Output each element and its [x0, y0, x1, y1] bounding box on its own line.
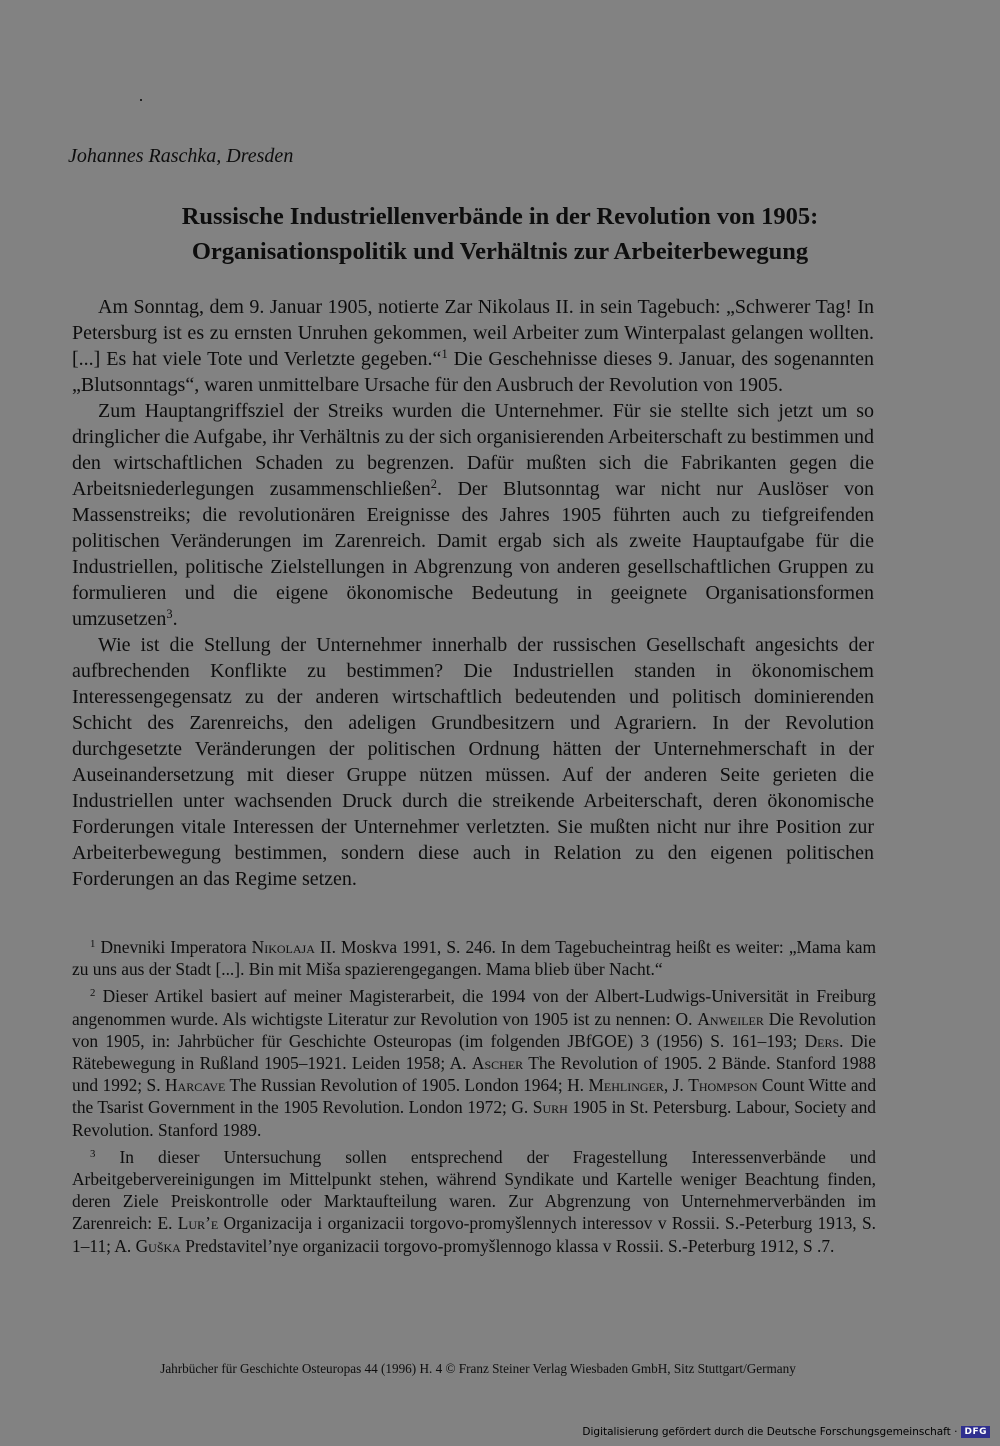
footnote-ref-1: 1 [441, 347, 448, 362]
scan-speck [140, 99, 142, 101]
author-line: Johannes Raschka, Dresden [68, 145, 294, 167]
footnote-2-name: Harcave [164, 1075, 226, 1096]
footnote-3-name: Lur’e [177, 1213, 219, 1234]
paragraph-2-text-c: . [172, 608, 178, 630]
dfg-credit-text: Digitalisierung gefördert durch die Deutsche Forschungsgemeinschaft · [582, 1426, 958, 1438]
footnote-2-name: Ders. [804, 1030, 844, 1051]
footnote-2-text: Die Revolution von 1905, in: Jahrbücher für Geschichte Osteuropas (im folgenden JBfGOE) 3 (1956) S. 161–193; [72, 1008, 876, 1051]
footnote-ref-2: 2 [430, 477, 437, 492]
footnote-2-text: , J. [663, 1075, 689, 1096]
footnote-2-text: Die Rätebewegung in Rußland 1905–1921. Leiden 1958; A. [72, 1030, 876, 1074]
footnote-2 [72, 985, 876, 1140]
footnote-2-text: The Russian Revolution of 1905. London 1964; H. [225, 1075, 589, 1096]
footnote-2-name: Thompson [688, 1075, 758, 1096]
article-body [72, 294, 874, 892]
footnote-1-text: Dnevniki Imperatora [95, 937, 252, 957]
paragraph-2 [72, 398, 874, 632]
paragraph-3: Wie ist die Stellung der Unternehmer innerhalb der russischen Gesellschaft angesichts der aufbrechenden Konflikte zu bestimmen? Die Industriellen standen in ökonomischem Interessengegensatz zu der anderen wirtschaftlich bedeutenden und politisch dominierenden Schicht des Zarenreichs, den adeligen Grundbesitzern und Agrariern. In der Revolution durchgesetzte Veränderungen der politischen Ordnung hätten der Unternehmerschaft in der Auseinandersetzung mit dieser Gruppe nützen müssen. Auf der anderen Seite gerieten die Industriellen unter wachsenden Druck durch die streikende Arbeiterschaft, deren ökonomische Forderungen vitale Interessen der Unternehmer verletzten. Sie mußten nicht nur ihre Position zur Arbeiterbewegung bestimmen, sondern diese auch in Relation zu den eigenen politischen Forderungen an das Regime setzen. [72, 634, 874, 890]
paragraph-1 [72, 294, 874, 398]
paragraph-1-text-b: Die Geschehnisse dieses 9. Januar, des sogenannten „Blutsonntags“, waren unmittelbare Ursache für den Ausbruch der Revolution von 1905. [72, 348, 874, 396]
footnote-3-text: Predstavitel’nye organizacii torgovo-promyšlennogo klassa v Rossii. S.-Peterburg 1912, S .7. [180, 1235, 835, 1256]
paragraph-2-text-b: . Der Blutsonntag war nicht nur Auslöser von Massenstreiks; die revolutionären Ereignisse des Jahres 1905 führten auch zu tiefgreifenden politischen Veränderungen im Zarenreich. Damit ergab sich als zweite Hauptaufgabe für die Industriellen, politische Zielstellungen in Abgrenzung von anderen gesellschaftlichen Gruppen zu formulieren und die eigene ökonomische Bedeutung in geeignete Organisationsformen umzusetzen [72, 478, 874, 630]
footnote-3-text: Organizacija i organizacii torgovo-promyšlennych interessov v Rossii. S.-Peterburg 1913, S. 1–11; A. [72, 1213, 876, 1256]
footnote-2-name: Anweiler [697, 1008, 764, 1029]
paragraph-1-text-a: Am Sonntag, dem 9. Januar 1905, notierte Zar Nikolaus II. in sein Tagebuch: „Schwerer Tag! In Petersburg ist es zu ernsten Unruhen gekommen, weil Arbeiter zum Winterpalast gelangen wollten. [...] Es hat viele Tote und Verletzte gegeben.“ [72, 296, 874, 370]
journal-footer: Jahrbücher für Geschichte Osteuropas 44 (1996) H. 4 © Franz Steiner Verlag Wiesbaden GmbH, Sitz Stuttgart/Germany [160, 1361, 796, 1376]
footnote-2-name: Surh [532, 1097, 568, 1118]
footnotes [72, 936, 876, 1262]
footnote-2-text: The Revolution of 1905. 2 Bände. Stanford 1988 und 1992; S. [72, 1053, 876, 1096]
paragraph-2-text-a: Zum Hauptangriffsziel der Streiks wurden die Unternehmer. Für sie stellte sich jetzt um so dringlicher die Aufgabe, ihr Verhältnis zu der sich organisierenden Arbeiterschaft zu bestimmen und den wirtschaftlichen Schaden zu begrenzen. Dafür mußten sich die Fabrikanten gegen die Arbeitsniederlegungen zusammenschließen [72, 400, 874, 500]
footnote-2-text: Dieser Artikel basiert auf meiner Magisterarbeit, die 1994 von der Albert-Ludwigs-Universität in Freiburg angenommen wurde. Als wichtigste Literatur zur Revolution von 1905 ist zu nennen: O. [72, 986, 876, 1029]
footnote-1-number: 1 [90, 938, 96, 951]
footnote-3-name: Guška [135, 1235, 181, 1256]
title-line-1: Russische Industriellenverbände in der Revolution von 1905: [181, 203, 819, 230]
footnote-2-text: Count Witte and the Tsarist Government in the 1905 Revolution. London 1972; G. [72, 1075, 877, 1118]
footnote-3-text: In dieser Untersuchung sollen entsprechend der Fragestellung Interessenverbände und Arbeitgebervereinigungen im Mittelpunkt stehen, während Syndikate und Kartelle weniger Beachtung finden, deren Ziele Preiskontrolle oder Marktaufteilung waren. Zur Abgrenzung von Unternehmerverbänden im Zarenreich: E. [72, 1146, 876, 1234]
footnote-1 [72, 936, 876, 980]
footnote-3-number: 3 [90, 1147, 96, 1160]
article-title [60, 199, 940, 269]
footnote-3 [72, 1146, 876, 1257]
title-line-2: Organisationspolitik und Verhältnis zur Arbeiterbewegung [191, 238, 809, 265]
footnote-2-text: 1905 in St. Petersburg. Labour, Society and Revolution. Stanford 1989. [72, 1097, 876, 1140]
footnote-ref-3: 3 [166, 607, 173, 622]
footnote-2-name: Ascher [471, 1053, 524, 1074]
dfg-credit [582, 1426, 990, 1438]
footnote-1-name: Nikolaja [251, 937, 315, 957]
footnote-1-text: II. Moskva 1991, S. 246. In dem Tagebucheintrag heißt es weiter: „Mama kam zu uns aus der Stadt [...]. Bin mit Miša spazierengegangen. Mama blieb über Nacht.“ [72, 937, 876, 980]
footnote-2-number: 2 [90, 987, 96, 1000]
footnote-2-name: Mehlinger [588, 1075, 664, 1096]
dfg-logo-icon: DFG [961, 1426, 990, 1438]
